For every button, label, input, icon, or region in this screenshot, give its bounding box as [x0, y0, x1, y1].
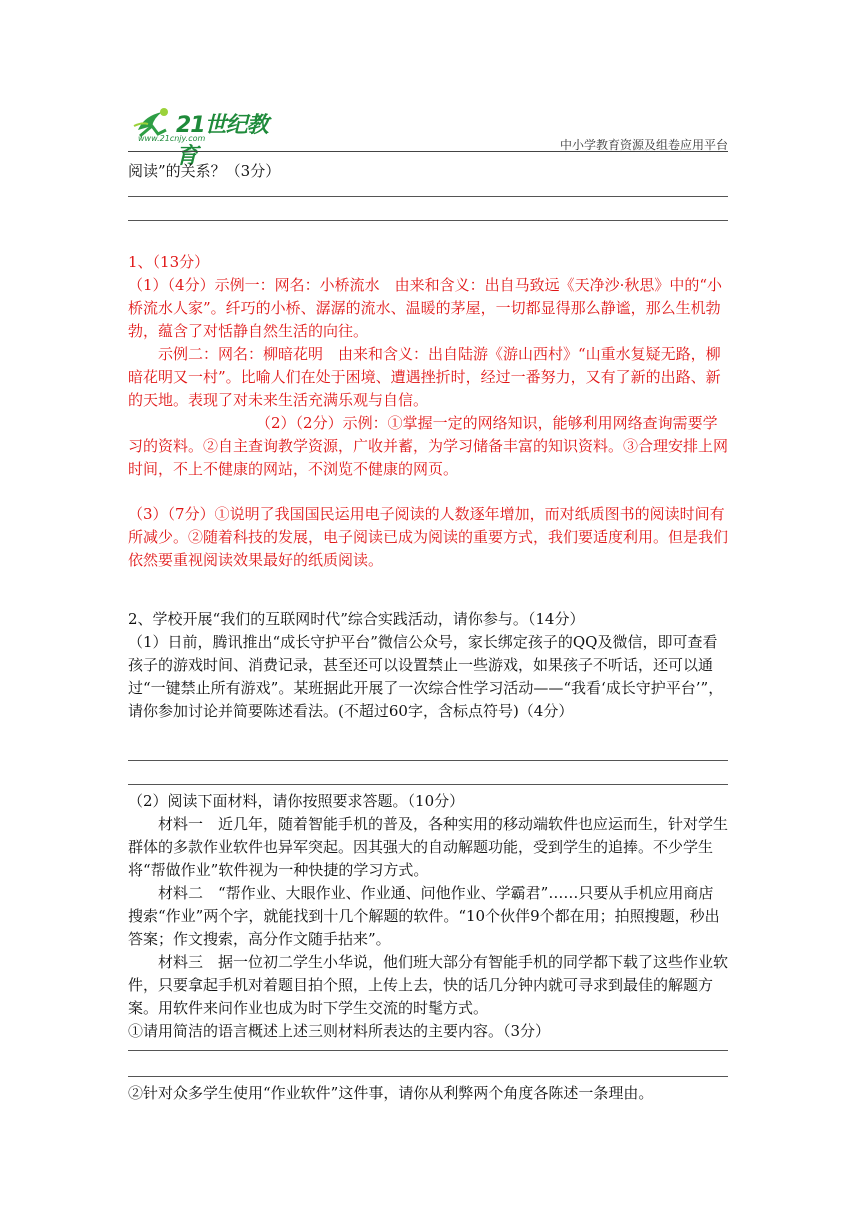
logo-text: 21世纪教育	[176, 113, 268, 169]
question-intro: 阅读”的关系？（3分）	[128, 162, 281, 180]
answer-line	[128, 220, 728, 221]
sub-question-2: ②针对众多学生使用“作业软件”这件事，请你从利弊两个角度各陈述一条理由。	[128, 1084, 654, 1102]
question-2-title: 2、学校开展“我们的互联网时代”综合实践活动，请你参与。（14分）	[128, 610, 585, 628]
header-divider	[128, 151, 728, 152]
platform-label: 中小学教育资源及组卷应用平台	[559, 138, 728, 152]
answer-key-part1: （1）（4分）示例一：网名：小桥流水 由来和含义：出自马致远《天净沙·秋思》中的“小桥流水人家”。纤巧的小桥、潺潺的流水、温暖的茅屋，一切都显得那么静谧，那么生机勃勃，蕴含了对恬静自然生活的向往。	[128, 276, 723, 340]
material-2: 材料二 “帮作业、大眼作业、作业通、问他作业、学霸君”……只要从手机应用商店搜索“作业”两个字，就能找到十几个解题的软件。“10个伙伴9个都在用；拍照搜题，秒出答案；作文搜索，高分作文随手拈来”。	[128, 884, 720, 948]
answer-key-part3: （3）（7分）①说明了我国国民运用电子阅读的人数逐年增加，而对纸质图书的阅读时间有所减少。②随着科技的发展，电子阅读已成为阅读的重要方式，我们要适度利用。但是我们依然要重视阅读效果最好的纸质阅读。	[128, 505, 729, 569]
page-header	[128, 104, 728, 169]
logo	[128, 104, 288, 169]
answer-line	[128, 760, 728, 761]
question-2-part2-title: （2）阅读下面材料，请你按照要求答题。（10分）	[128, 792, 465, 810]
answer-key-part2: （2）（2分）示例：①掌握一定的网络知识，能够利用网络查询需要学习的资料。②自主查询教学资源，广收并蓄，为学习储备丰富的知识资料。③合理安排上网时间，不上不健康的网站，不浏览不健康的网页。	[128, 414, 729, 478]
sub-question-1: ①请用简洁的语言概述上述三则材料所表达的主要内容。（3分）	[128, 1022, 551, 1040]
answer-line	[128, 784, 728, 785]
answer-line	[128, 196, 728, 197]
answer-key-title: 1、（13分）	[128, 253, 210, 271]
logo-url: www.21cnjy.com	[138, 134, 206, 143]
answer-key	[128, 251, 728, 572]
answer-line	[128, 1076, 728, 1077]
question-2-part2	[128, 790, 728, 1043]
question-2-part1: （1）日前，腾讯推出“成长守护平台”微信公众号，家长绑定孩子的QQ及微信，即可查看孩子的游戏时间、消费记录，甚至还可以设置禁止一些游戏，如果孩子不听话，还可以通过“一键禁止所有游戏”。某班据此开展了一次综合性学习活动——“我看‘成长守护平台’”，请你参加讨论并简要陈述看法。(不超过60字，含标点符号)（4分）	[128, 633, 724, 720]
answer-key-part1-example2: 示例二：网名：柳暗花明 由来和含义：出自陆游《游山西村》“山重水复疑无路，柳暗花明又一村”。比喻人们在处于困境、遭遇挫折时，经过一番努力，又有了新的出路、新的天地。表现了对未来生活充满乐观与自信。	[128, 345, 721, 409]
answer-line	[128, 1050, 728, 1051]
material-1: 材料一 近几年，随着智能手机的普及，各种实用的移动端软件也应运而生，针对学生群体的多款作业软件也异军突起。因其强大的自动解题功能，受到学生的追捧。不少学生将“帮做作业”软件视为一种快捷的学习方式。	[128, 815, 729, 879]
material-3: 材料三 据一位初二学生小华说，他们班大部分有智能手机的同学都下载了这些作业软件，只要拿起手机对着题目拍个照，上传上去，快的话几分钟内就可寻求到最佳的解题方案。用软件来问作业也成为时下学生交流的时髦方式。	[128, 953, 729, 1017]
question-2	[128, 608, 728, 723]
